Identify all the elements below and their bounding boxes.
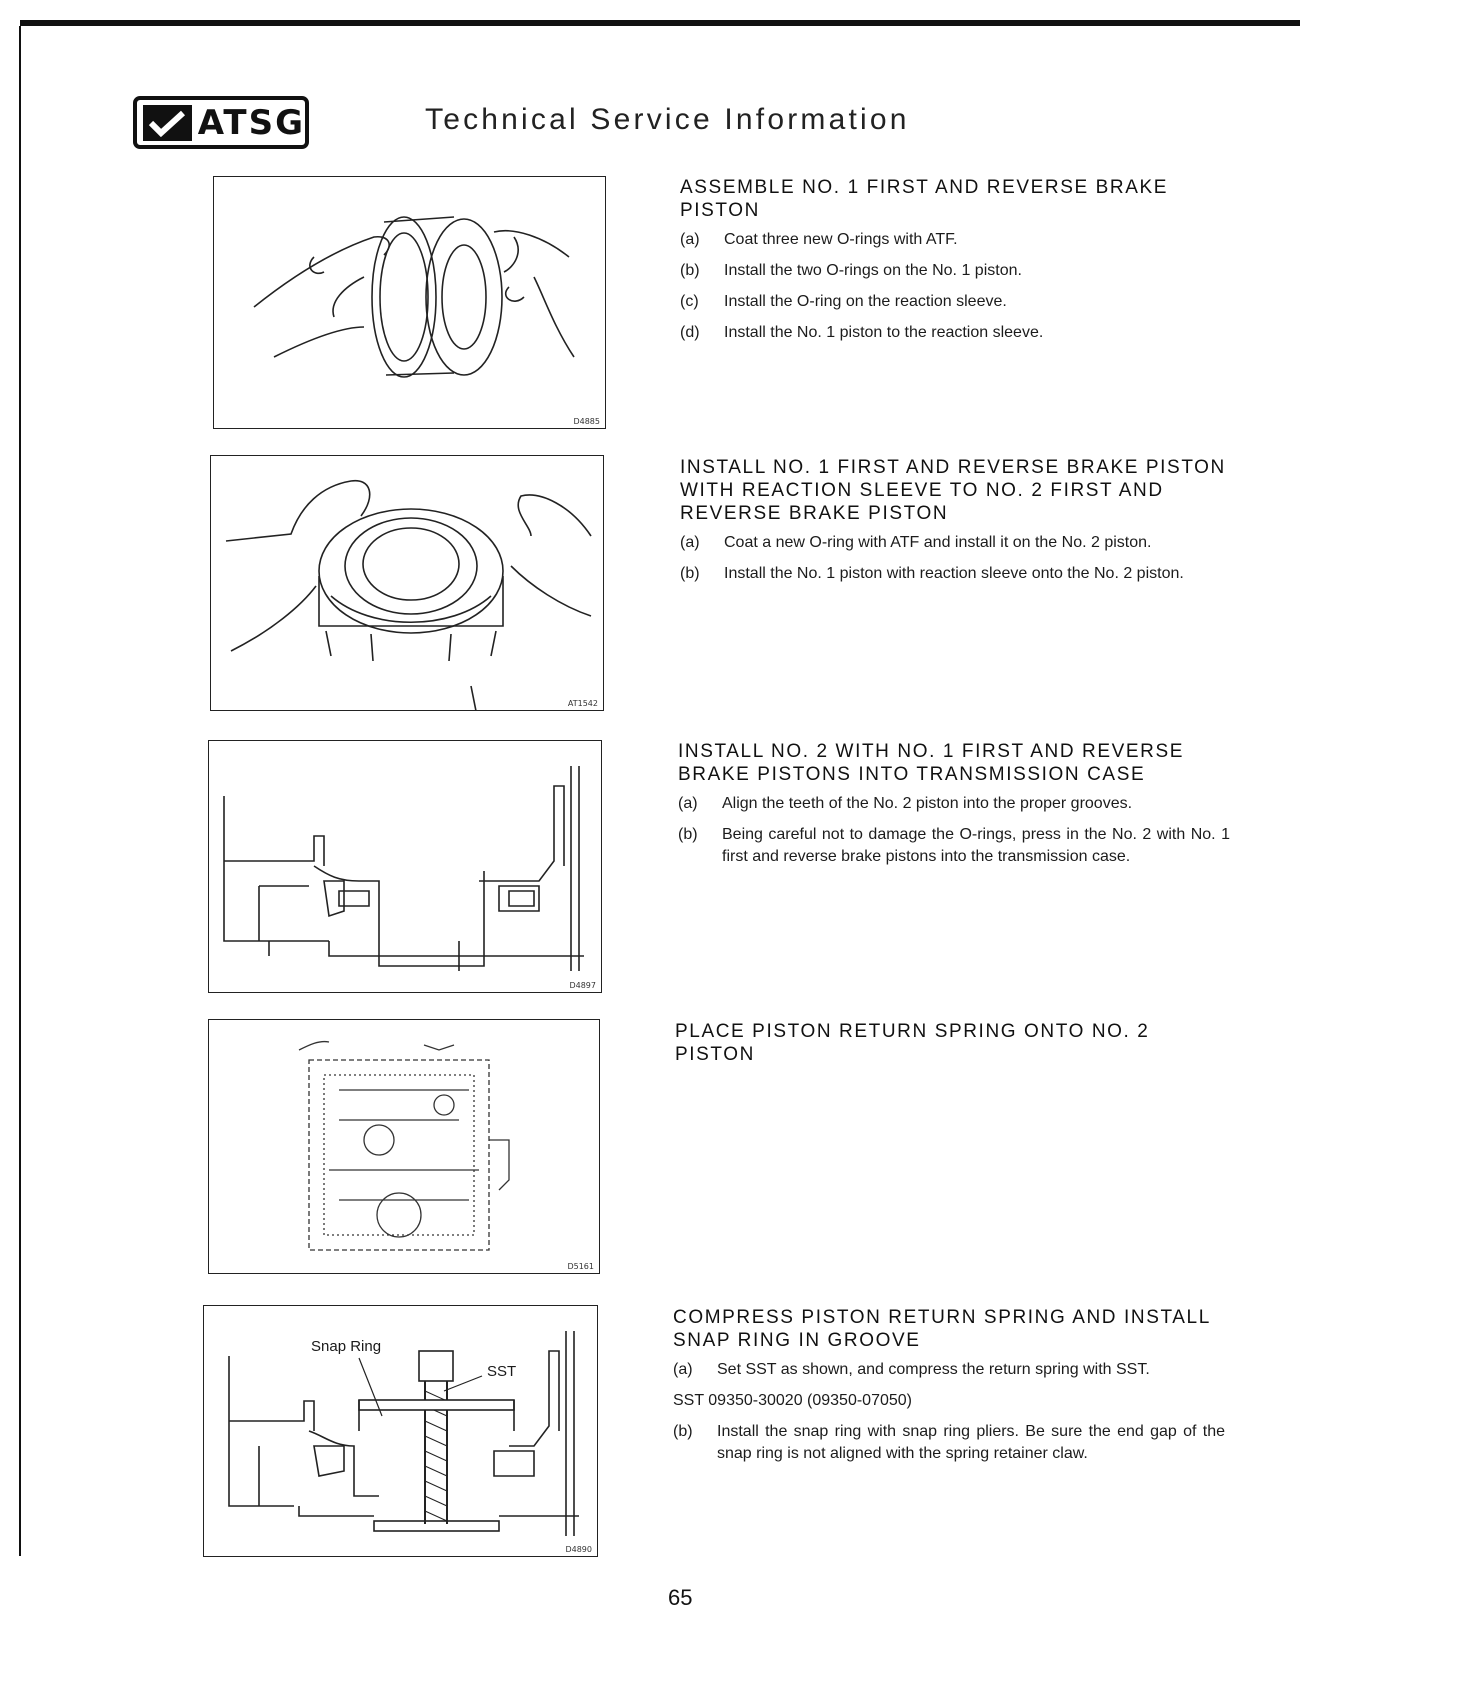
- step: [680, 229, 1220, 251]
- section-heading: ASSEMBLE NO. 1 FIRST AND REVERSE BRAKE PISTON: [680, 177, 1169, 221]
- step-label: (b): [678, 826, 698, 843]
- step-label: (c): [680, 293, 699, 310]
- section-heading: INSTALL NO. 1 FIRST AND REVERSE BRAKE PISTON WITH REACTION SLEEVE TO NO. 2 FIRST AND REVERSE BRAKE PISTON: [680, 457, 1226, 524]
- step-label: (b): [680, 262, 700, 279]
- logo-text: ATSG: [197, 102, 305, 143]
- hands-piston-illustration: [214, 177, 606, 429]
- step: [678, 824, 1230, 868]
- section-install-piston-sleeve: [680, 456, 1230, 594]
- step: [680, 260, 1220, 282]
- figure-pistons-into-case: [208, 740, 602, 993]
- sst-label: SST: [487, 1363, 517, 1380]
- step: [680, 291, 1220, 313]
- step-label: (d): [680, 324, 700, 341]
- pistons-hands-illustration: [211, 456, 604, 711]
- step: [680, 563, 1230, 585]
- figure-code: D4897: [569, 981, 596, 990]
- section-heading: COMPRESS PISTON RETURN SPRING AND INSTALL SNAP RING IN GROOVE: [673, 1307, 1211, 1351]
- top-rule: [20, 20, 1300, 26]
- step-label: (b): [673, 1423, 693, 1440]
- step-text: Set SST as shown, and compress the return spring with SST.: [717, 1361, 1150, 1378]
- figure-code: D5161: [567, 1262, 594, 1271]
- step: [673, 1359, 1225, 1381]
- atsg-logo: [133, 96, 309, 149]
- sst-part-number: SST 09350-30020 (09350-07050): [673, 1392, 912, 1409]
- step-label: (a): [673, 1361, 693, 1378]
- step-label: (a): [680, 231, 700, 248]
- step-text: Coat three new O-rings with ATF.: [724, 231, 958, 248]
- page-title: Technical Service Information: [425, 103, 910, 136]
- section-pistons-into-case: [678, 740, 1230, 877]
- step: [673, 1421, 1225, 1465]
- step-text: Install the O-ring on the reaction sleeve.: [724, 293, 1007, 310]
- figure-code: D4885: [573, 417, 600, 426]
- section-place-return-spring: [675, 1020, 1235, 1073]
- left-rule: [19, 26, 21, 1556]
- page-number: 65: [668, 1585, 693, 1610]
- figure-compress-spring-sst: [203, 1305, 598, 1557]
- step-text: Install the two O-rings on the No. 1 piston.: [724, 262, 1022, 279]
- step-text: Install the snap ring with snap ring pliers. Be sure the end gap of the snap ring is not aligned with the spring retainer claw.: [717, 1423, 1225, 1462]
- step: [678, 793, 1230, 815]
- step-label: (b): [680, 565, 700, 582]
- section-heading: INSTALL NO. 2 WITH NO. 1 FIRST AND REVERSE BRAKE PISTONS INTO TRANSMISSION CASE: [678, 741, 1185, 785]
- figure-return-spring: [208, 1019, 600, 1274]
- step-text: Being careful not to damage the O-rings, press in the No. 2 with No. 1 first and reverse brake pistons into the transmission case.: [722, 826, 1230, 865]
- step-text: Coat a new O-ring with ATF and install it on the No. 2 piston.: [724, 534, 1152, 551]
- figure-install-piston-sleeve: [210, 455, 604, 711]
- sst-cross-section-illustration: [204, 1306, 598, 1557]
- case-cross-section-illustration: [209, 741, 602, 993]
- figure-code: AT1542: [567, 699, 598, 708]
- section-assemble-piston: [680, 176, 1220, 353]
- figure-code: D4890: [565, 1545, 592, 1554]
- figure-assemble-piston: [213, 176, 606, 429]
- step-label: (a): [680, 534, 700, 551]
- step-label: (a): [678, 795, 698, 812]
- section-heading: PLACE PISTON RETURN SPRING ONTO NO. 2 PISTON: [675, 1021, 1150, 1065]
- section-compress-spring: [673, 1306, 1225, 1474]
- checkmark-icon: [143, 105, 192, 141]
- step-text: Install the No. 1 piston to the reaction sleeve.: [724, 324, 1044, 341]
- step: [680, 322, 1220, 344]
- step-text: Align the teeth of the No. 2 piston into the proper grooves.: [722, 795, 1133, 812]
- step: [680, 532, 1230, 554]
- snap-ring-label: Snap Ring: [311, 1338, 382, 1355]
- return-spring-illustration: [209, 1020, 600, 1274]
- step-text: Install the No. 1 piston with reaction sleeve onto the No. 2 piston.: [724, 565, 1184, 582]
